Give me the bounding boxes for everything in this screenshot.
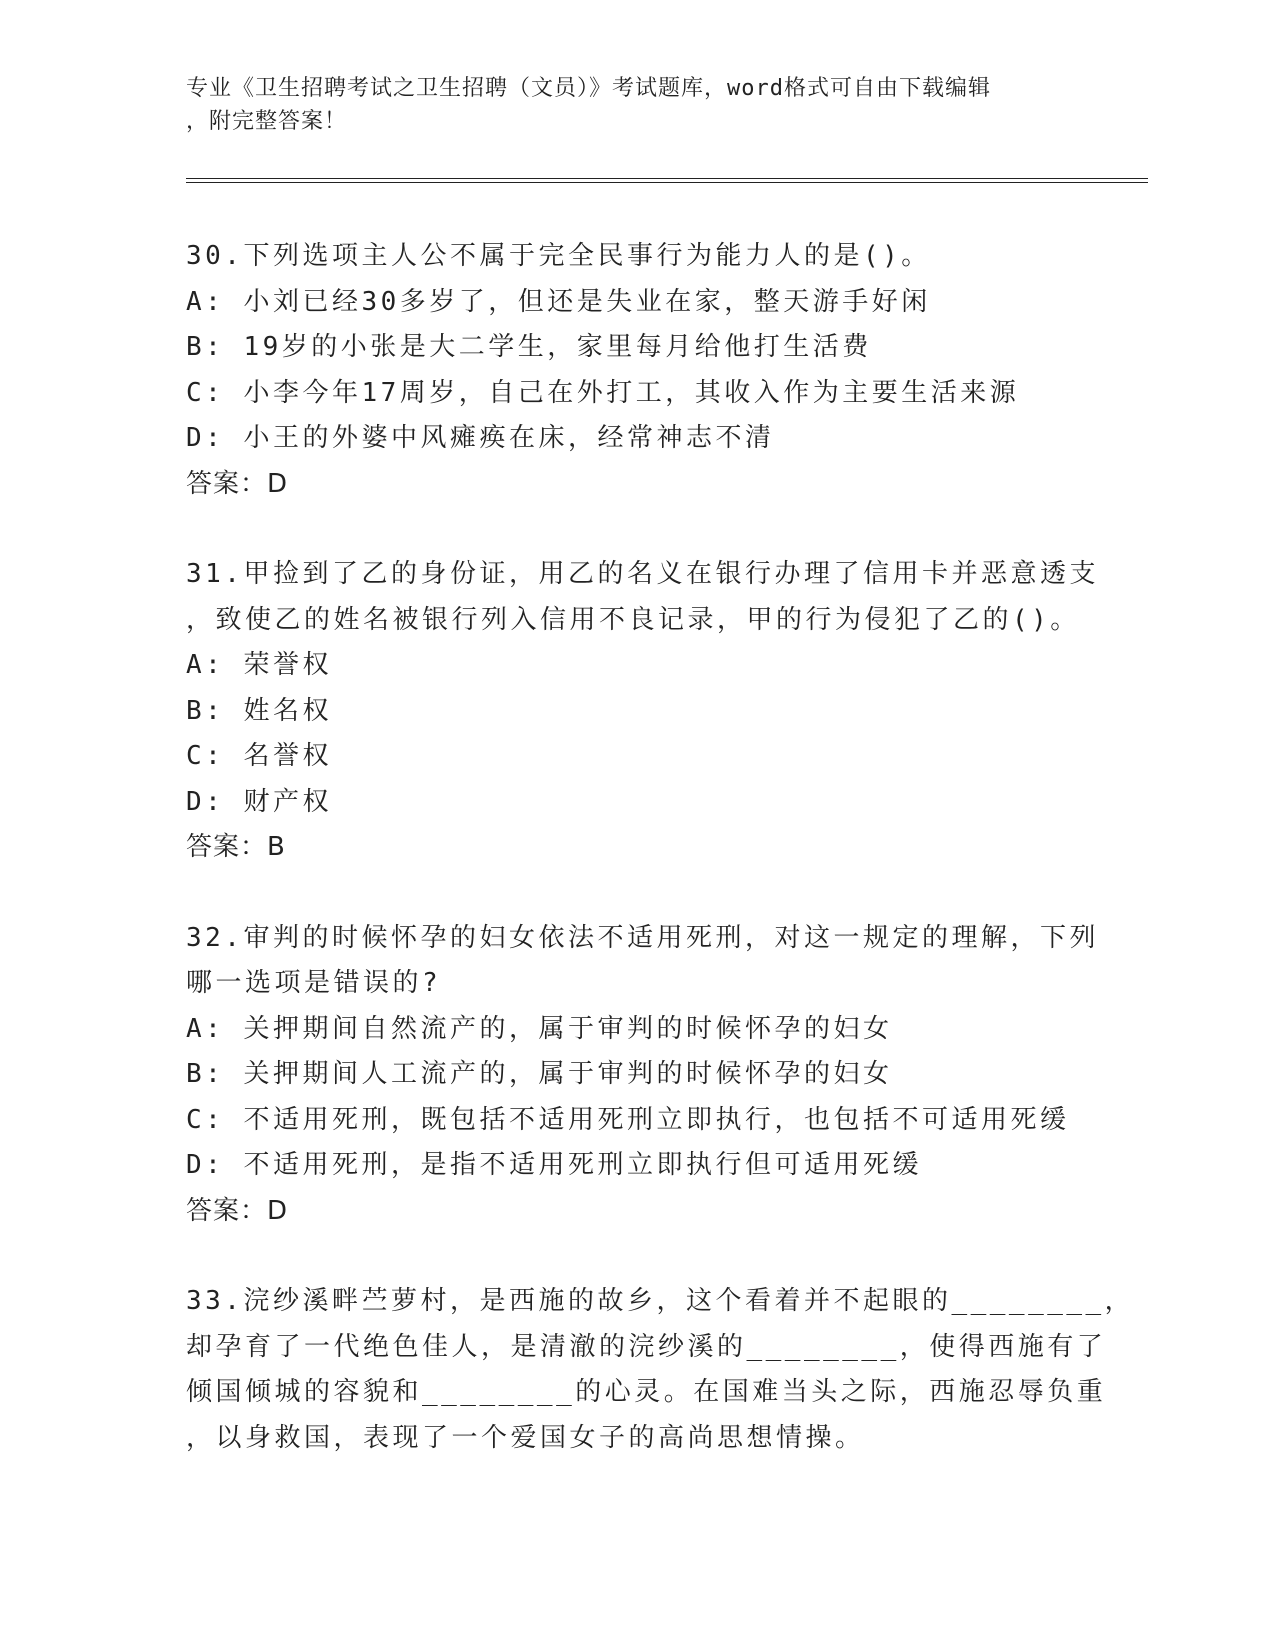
header-line-2: ，附完整答案！ — [186, 109, 348, 134]
option-a: A: 关押期间自然流产的，属于审判的时候怀孕的妇女 — [186, 1013, 893, 1044]
question-stem-continued: 倾国倾城的容貌和________的心灵。在国难当头之际，西施忍辱负重 — [186, 1377, 1107, 1407]
header-divider — [186, 178, 1148, 183]
option-a: A: 荣誉权 — [186, 650, 332, 680]
question-33 — [186, 1279, 1136, 1461]
option-b: B: 关押期间人工流产的，属于审判的时候怀孕的妇女 — [186, 1059, 893, 1089]
question-31 — [186, 552, 1136, 871]
question-32 — [186, 916, 1136, 1235]
question-stem: 31.甲捡到了乙的身份证，用乙的名义在银行办理了信用卡并恶意透支 — [186, 559, 1099, 589]
option-d: D: 小王的外婆中风瘫痪在床，经常神志不清 — [186, 423, 775, 453]
question-stem-continued: ，致使乙的姓名被银行列入信用不良记录，甲的行为侵犯了乙的()。 — [186, 604, 1080, 635]
question-stem: 33.浣纱溪畔苎萝村，是西施的故乡，这个看着并不起眼的________， — [186, 1286, 1135, 1316]
answer-label: 答案：D — [186, 468, 289, 499]
document-header — [186, 72, 1066, 138]
question-30 — [186, 234, 1136, 507]
answer-label: 答案：D — [186, 1195, 289, 1226]
option-a: A: 小刘已经30多岁了，但还是失业在家，整天游手好闲 — [186, 286, 931, 317]
option-b: B: 19岁的小张是大二学生，家里每月给他打生活费 — [186, 332, 872, 362]
option-d: D: 财产权 — [186, 786, 332, 817]
option-c: C: 名誉权 — [186, 741, 332, 771]
question-stem-continued: ，以身救国，表现了一个爱国女子的高尚思想情操。 — [186, 1422, 865, 1453]
answer-label: 答案：B — [186, 832, 286, 862]
header-line-1: 专业《卫生招聘考试之卫生招聘（文员）》考试题库，word格式可自由下载编辑 — [186, 76, 991, 101]
question-stem: 32.审判的时候怀孕的妇女依法不适用死刑，对这一规定的理解，下列 — [186, 922, 1099, 953]
question-stem-continued: 却孕育了一代绝色佳人，是清澈的浣纱溪的________，使得西施有了 — [186, 1331, 1107, 1362]
question-stem: 30.下列选项主人公不属于完全民事行为能力人的是()。 — [186, 241, 931, 271]
option-c: C: 小李今年17周岁，自己在外打工，其收入作为主要生活来源 — [186, 377, 1020, 408]
option-c: C: 不适用死刑，既包括不适用死刑立即执行，也包括不可适用死缓 — [186, 1104, 1070, 1135]
question-list — [186, 234, 1136, 1506]
option-b: B: 姓名权 — [186, 695, 332, 726]
question-stem-continued: 哪一选项是错误的? — [186, 968, 442, 998]
option-d: D: 不适用死刑，是指不适用死刑立即执行但可适用死缓 — [186, 1150, 922, 1180]
